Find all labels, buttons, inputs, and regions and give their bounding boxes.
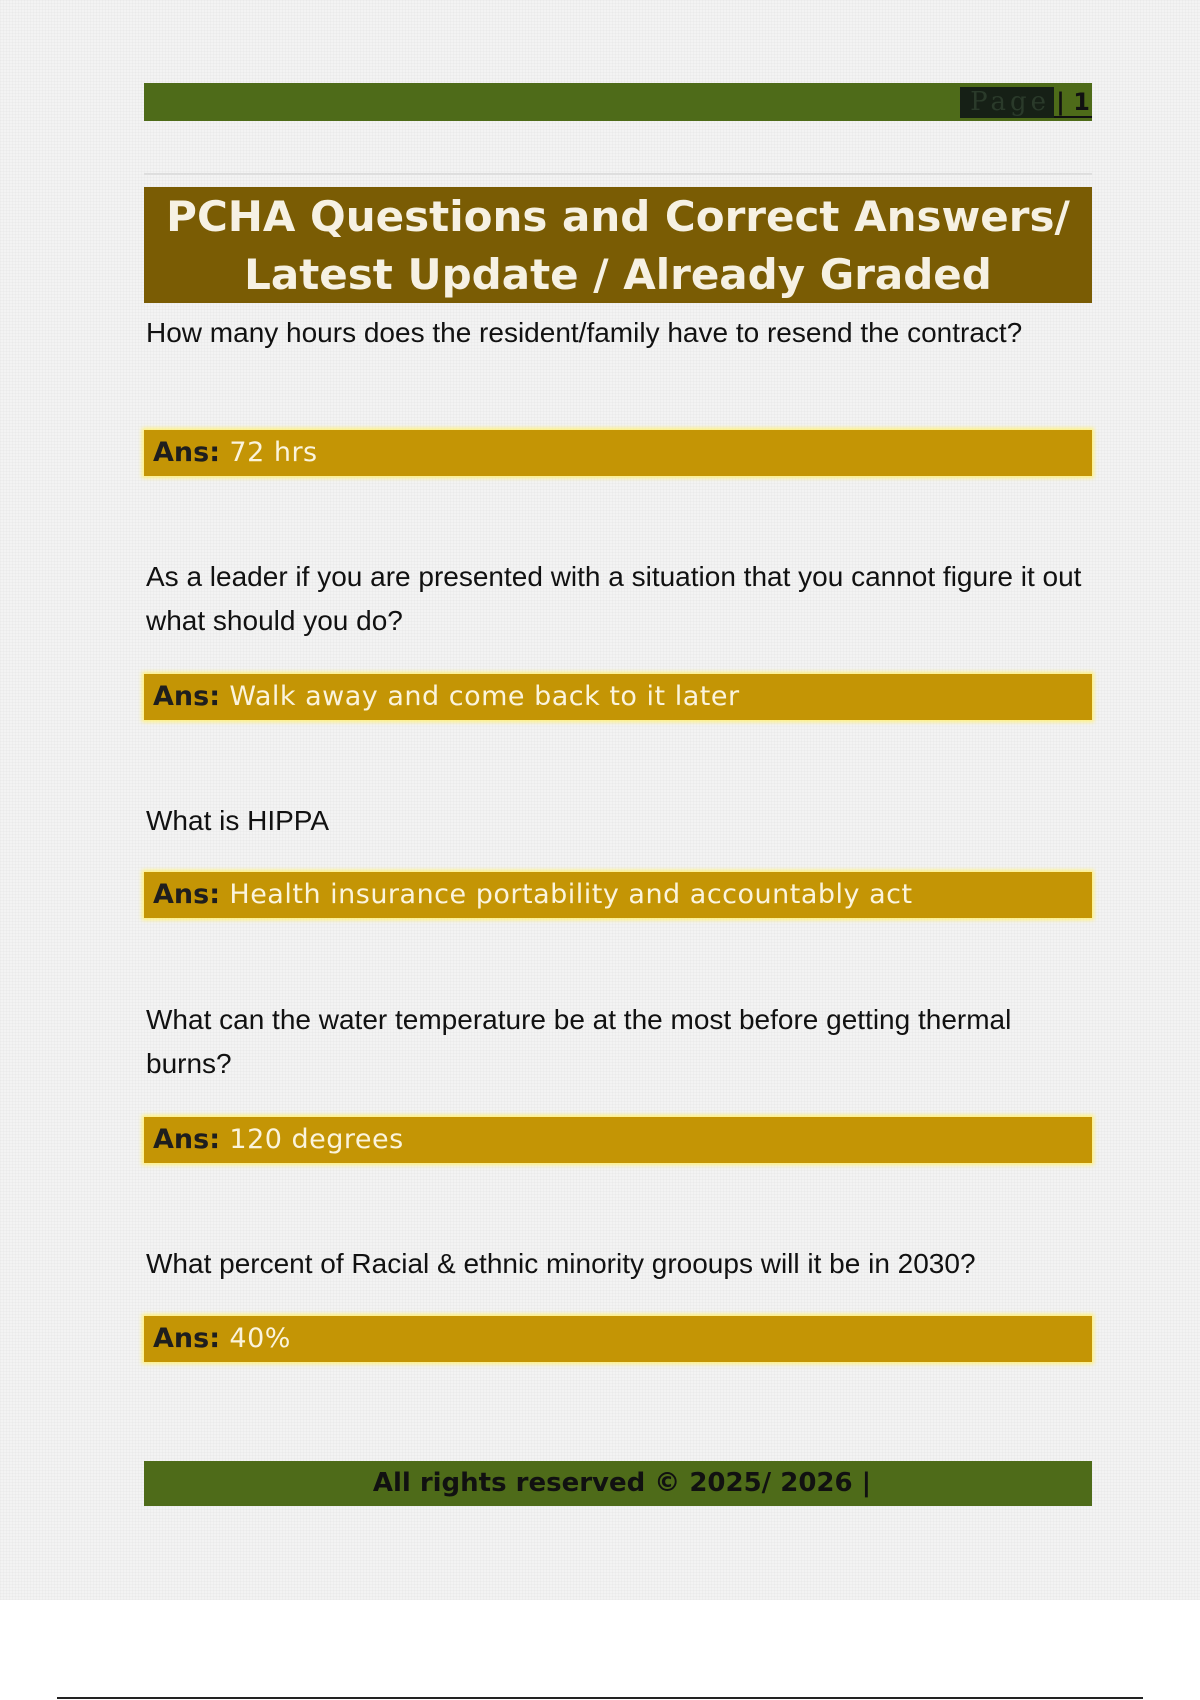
title-line-2: Latest Update / Already Graded	[244, 250, 992, 299]
answer-4	[144, 1117, 1092, 1163]
answer-label: Ans:	[153, 437, 230, 468]
answer-text: Walk away and come back to it later	[229, 681, 740, 712]
answer-label: Ans:	[153, 879, 230, 910]
question-5: What percent of Racial & ethnic minority grooups will it be in 2030?	[146, 1248, 976, 1279]
title-line-1: PCHA Questions and Correct Answers/	[166, 192, 1070, 241]
answer-label: Ans:	[153, 681, 230, 712]
answer-1	[144, 430, 1092, 476]
answer-text: 72 hrs	[229, 437, 318, 468]
answer-text: Health insurance portability and accountably act	[229, 879, 913, 910]
page-number: | 1	[1054, 87, 1092, 118]
question-2: As a leader if you are presented with a situation that you cannot figure it out what should you do?	[146, 561, 1082, 636]
answer-label: Ans:	[153, 1124, 230, 1155]
answer-3	[144, 872, 1092, 918]
answer-text: 40%	[229, 1323, 291, 1354]
copyright-text: All rights reserved © 2025/ 2026 |	[372, 1468, 872, 1498]
question-4: What can the water temperature be at the most before getting thermal burns?	[146, 1004, 1012, 1079]
answer-5	[144, 1316, 1092, 1362]
answer-2	[144, 674, 1092, 720]
question-3: What is HIPPA	[146, 805, 330, 836]
header-bar	[144, 83, 1092, 121]
answer-text: 120 degrees	[229, 1124, 404, 1155]
question-1: How many hours does the resident/family have to resend the contract?	[146, 317, 1023, 348]
answer-label: Ans:	[153, 1323, 230, 1354]
footer-bar	[144, 1461, 1092, 1506]
header-divider	[144, 173, 1092, 175]
page-bottom-rule	[57, 1697, 1143, 1699]
page-label: Page	[960, 87, 1054, 118]
document-title	[144, 187, 1092, 303]
